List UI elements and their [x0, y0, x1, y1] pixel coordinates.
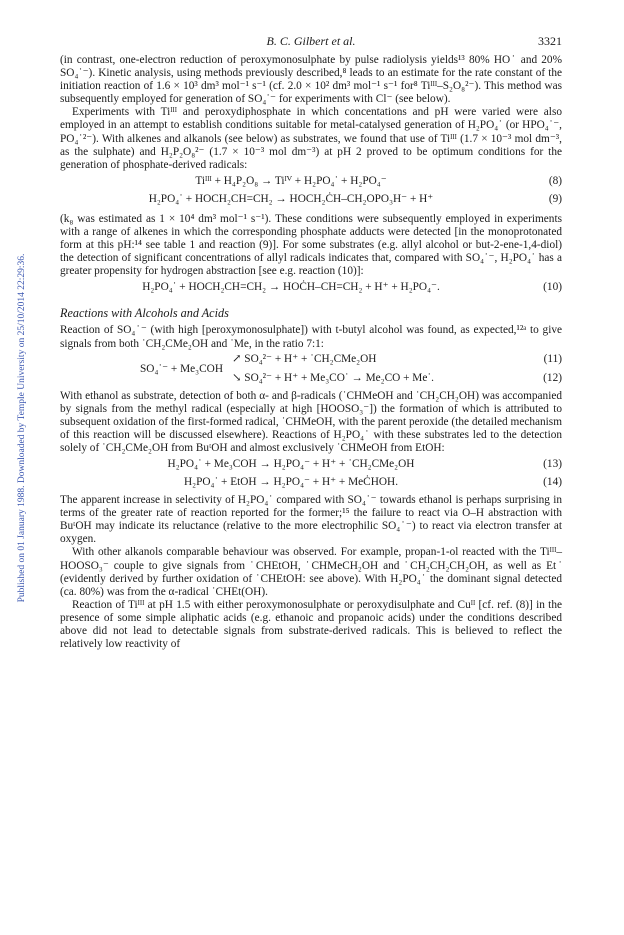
equation-8 [60, 175, 562, 190]
paragraph-7: With other alkanols comparable behaviour was observed. For example, propan-1-ol reacted with the Tiᴵᴵᴵ–HOOSO₃⁻ couple to give signals from ˙CHEtOH, ˙CHMeCH₂OH and ˙CH₂CH₂CH₂OH, as well as Et˙ (evidently derived by further oxidation of ˙CHEtOH: see above). With H₂PO₄˙ the dominant signal detected (ca. 80%) was from the α-radical ˙CHEt(OH). [60, 546, 562, 598]
equations-11-12 [60, 353, 562, 387]
equation-8-text: Tiᴵᴵᴵ + H₄P₂O₈ → Tiᴵⱽ + H₂PO₄˙ + H₂PO₄⁻ [195, 174, 387, 187]
equation-12-products: ↘ SO₄²⁻ + H⁺ + Me₃CO˙ → Me₂CO + Me˙. [232, 371, 434, 384]
page-number: 3321 [538, 34, 562, 48]
section-title: Reactions with Alcohols and Acids [60, 306, 229, 321]
paragraph-1: (in contrast, one-electron reduction of peroxymonosulphate by pulse radiolysis yields¹³ 80% HO˙ and 20% SO₄˙⁻). Kinetic analysis, using methods previously described,⁸ leads to an estimate for the rate constant of the initiation reaction of 1.6 × 10³ dm³ mol⁻¹ s⁻¹ (cf. 2.0 × 10² dm³ mol⁻¹ s⁻¹ for⁸ Tiᴵᴵᴵ–S₂O₈²⁻). This method was subsequently employed for generation of SO₄˙⁻ for experiments with Cl⁻ (see below). [60, 54, 562, 106]
equation-10-text: H₂PO₄˙ + HOCH₂CH=CH₂ → HOĊH–CH=CH₂ + H⁺ + H₂PO₄⁻. [142, 281, 440, 294]
equation-11-products: ↗ SO₄²⁻ + H⁺ + ˙CH₂CMe₂OH [232, 352, 377, 365]
equation-11-12-reactants: SO₄˙⁻ + Me₃COH [140, 362, 223, 375]
paragraph-6: The apparent increase in selectivity of H₂PO₄˙ compared with SO₄˙⁻ towards ethanol is perhaps surprising in terms of the greater rate of reaction reported for the former;¹⁵ the failure to react via O–H abstraction with BuᵗOH may indicate its reluctance (relative to the more electrophilic SO₄˙⁻) to react via electron transfer at oxygen. [60, 494, 562, 546]
paragraph-4: Reaction of SO₄˙⁻ (with high [peroxymonosulphate]) with t-butyl alcohol was found, as expected,¹²ᵃ to give signals from both ˙CH₂CMe₂OH and ˙Me, in the ratio 7:1: [60, 324, 562, 350]
equation-14-number: (14) [543, 476, 562, 489]
equation-14-text: H₂PO₄˙ + EtOH → H₂PO₄⁻ + H⁺ + MeĊHOH. [183, 476, 399, 489]
paragraph-2: Experiments with Tiᴵᴵᴵ and peroxydiphosphate in which concentations and pH were varied were also employed in an attempt to establish conditions suitable for metal-catalysed generation of H₂PO₄˙ (or HPO₄˙⁻, PO₄˙²⁻). With alkenes and alkanols (see below) as substrates, we found that use of Tiᴵᴵᴵ (1.7 × 10⁻³ mol dm⁻³, as the sulphate) and H₂P₂O₈²⁻ (1.7 × 10⁻³ mol dm⁻³) at pH 2 proved to be optimum conditions for the generation of phosphate-derived radicals: [60, 106, 562, 171]
equation-8-number: (8) [548, 174, 562, 187]
article-body [60, 54, 562, 651]
equation-12-number: (12) [543, 371, 562, 384]
equation-10 [60, 281, 562, 298]
running-author: B. C. Gilbert et al. [266, 34, 356, 48]
publication-sidebar-text: Published on 01 January 1988. Downloaded by Temple University on 25/10/2014 22:29:36. [17, 253, 27, 603]
paragraph-8: Reaction of Tiᴵᴵᴵ at pH 1.5 with either peroxymonosulphate or peroxydisulphate and Cuᴵᴵ [cf. ref. (8)] in the presence of some simple aliphatic acids (e.g. ethanoic and propanoic acids) under the conditions described above did not lead to detectable signals from substrate-derived radicals. This is believed to reflect the relatively low reactivity of [60, 598, 562, 651]
equation-10-number: (10) [543, 281, 562, 294]
equation-13-text: H₂PO₄˙ + Me₃COH → H₂PO₄⁻ + H⁺ + ˙CH₂CMe₂OH [167, 458, 415, 471]
paragraph-5: With ethanol as substrate, detection of both α- and β-radicals (˙CHMeOH and ˙CH₂CH₂OH) was accompanied by signals from the methyl radical (especially at high [HOOSO₃⁻]) the formation of which is attributed to subsequent oxidation of the first-formed radical, ˙CHMeOH, with the parent peroxide (the detailed mechanism of this reaction will be discussed elsewhere). Reactions of H₂PO₄˙ with these substrates led to the detection solely of ˙CH₂CMe₂OH from BuᵗOH and almost exclusively ˙CHMeOH from EtOH: [60, 389, 562, 454]
equation-9 [60, 193, 562, 210]
sidebar [12, 20, 26, 840]
equation-13 [60, 458, 562, 473]
equation-13-number: (13) [543, 458, 562, 471]
equation-14 [60, 476, 562, 491]
equation-9-number: (9) [548, 192, 562, 205]
equation-11-number: (11) [543, 352, 562, 365]
paragraph-3: (k₈ was estimated as 1 × 10⁴ dm³ mol⁻¹ s⁻¹). These conditions were subsequently employed in experiments with a range of alkenes in which the corresponding phosphate adducts were detected [in the monoprotonated form at this pH:¹⁴ see table 1 and reaction (9)]. For some substrates (e.g. allyl alcohol or but-2-ene-1,4-diol) the detection of significant concentrations of allyl radicals indicates that, compared with SO₄˙⁻, H₂PO₄˙ has a greater propensity for hydrogen abstraction [see e.g. reaction (10)]: [60, 212, 562, 278]
equation-9-text: H₂PO₄˙ + HOCH₂CH=CH₂ → HOCH₂ĊH–CH₂OPO₃H⁻ + H⁺ [148, 192, 434, 205]
page-header [60, 34, 562, 50]
